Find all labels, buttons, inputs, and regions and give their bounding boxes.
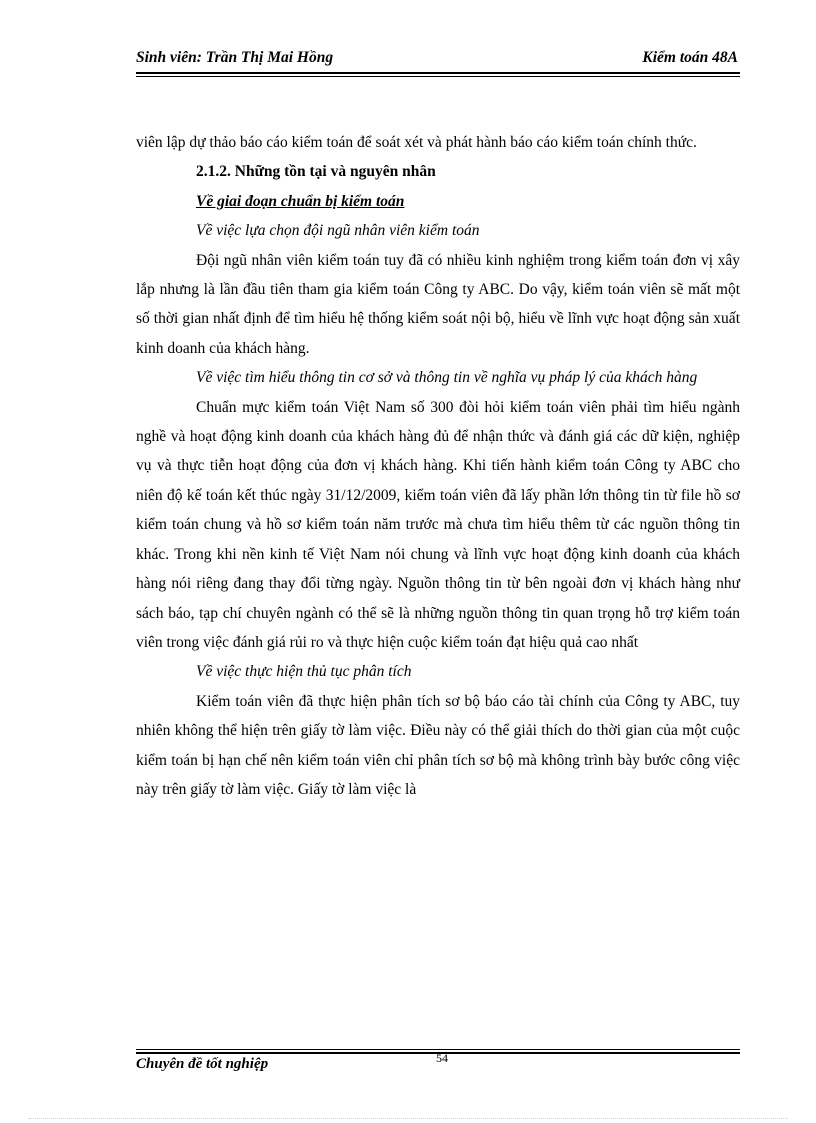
page-number: 54 <box>436 1051 448 1065</box>
paragraph-analysis: Kiểm toán viên đã thực hiện phân tích sơ bộ báo cáo tài chính của Công ty ABC, tuy nhiên không thể hiện trên giấy tờ làm việc. Điều này có thể giải thích do thời gian của một cuộc kiểm toán bị hạn chế nên kiểm toán viên chỉ phân tích sơ bộ mà không trình bày bước công việc này trên giấy tờ làm việc. Giấy tờ làm việc là <box>136 692 740 798</box>
page-edge-dotted-line <box>28 1118 788 1119</box>
document-body <box>136 128 740 804</box>
footer-title: Chuyên đề tốt nghiệp <box>136 1056 269 1072</box>
header-class: Kiểm toán 48A <box>642 49 738 66</box>
section-heading: 2.1.2. Những tồn tại và nguyên nhân <box>196 163 436 181</box>
header-student-name: Sinh viên: Trần Thị Mai Hồng <box>136 49 334 66</box>
topic-heading-staff: Về việc lựa chọn đội ngũ nhân viên kiểm toán <box>196 222 480 240</box>
page-header <box>136 49 740 71</box>
footer-rule-thin <box>136 1049 740 1050</box>
header-rule-thin <box>136 76 740 77</box>
paragraph-staff: Đội ngũ nhân viên kiểm toán tuy đã có nhiều kinh nghiệm trong kiểm toán đơn vị xây lắp nhưng là lần đầu tiên tham gia kiểm toán Công ty ABC. Do vậy, kiểm toán viên sẽ mất một số thời gian nhất định để tìm hiểu hệ thống kiểm soát nội bộ, hiểu về lĩnh vực hoạt động sản xuất kinh doanh của khách hàng. <box>136 251 740 357</box>
topic-heading-analysis: Về việc thực hiện thủ tục phân tích <box>196 663 412 681</box>
topic-heading-client-info: Về việc tìm hiểu thông tin cơ sở và thông tin về nghĩa vụ pháp lý của khách hàng <box>196 369 698 387</box>
paragraph-client-info: Chuẩn mực kiểm toán Việt Nam số 300 đòi hỏi kiểm toán viên phải tìm hiểu ngành nghề và hoạt động kinh doanh của khách hàng đủ để nhận thức và đánh giá các dữ kiện, nghiệp vụ và thực tiễn hoạt động của đơn vị khách hàng. Khi tiến hành kiểm toán Công ty ABC cho niên độ kế toán kết thúc ngày 31/12/2009, kiểm toán viên đã lấy phần lớn thông tin từ file hồ sơ kiểm toán chung và hồ sơ kiểm toán năm trước mà chưa tìm hiểu thêm từ các nguồn thông tin khác. Trong khi nền kinh tế Việt Nam nói chung và lĩnh vực hoạt động kinh doanh của khách hàng nói riêng đang thay đổi từng ngày. Nguồn thông tin từ bên ngoài đơn vị khách hàng như sách báo, tạp chí chuyên ngành có thể sẽ là những nguồn thông tin quan trọng hỗ trợ kiểm toán viên trong việc đánh giá rủi ro và thực hiện cuộc kiểm toán đạt hiệu quả cao nhất <box>136 398 740 651</box>
subsection-heading: Về giai đoạn chuẩn bị kiểm toán <box>196 192 405 210</box>
paragraph-continuation: viên lập dự thảo báo cáo kiểm toán để soát xét và phát hành báo cáo kiểm toán chính thức. <box>136 134 697 151</box>
header-rule-thick <box>136 72 740 74</box>
